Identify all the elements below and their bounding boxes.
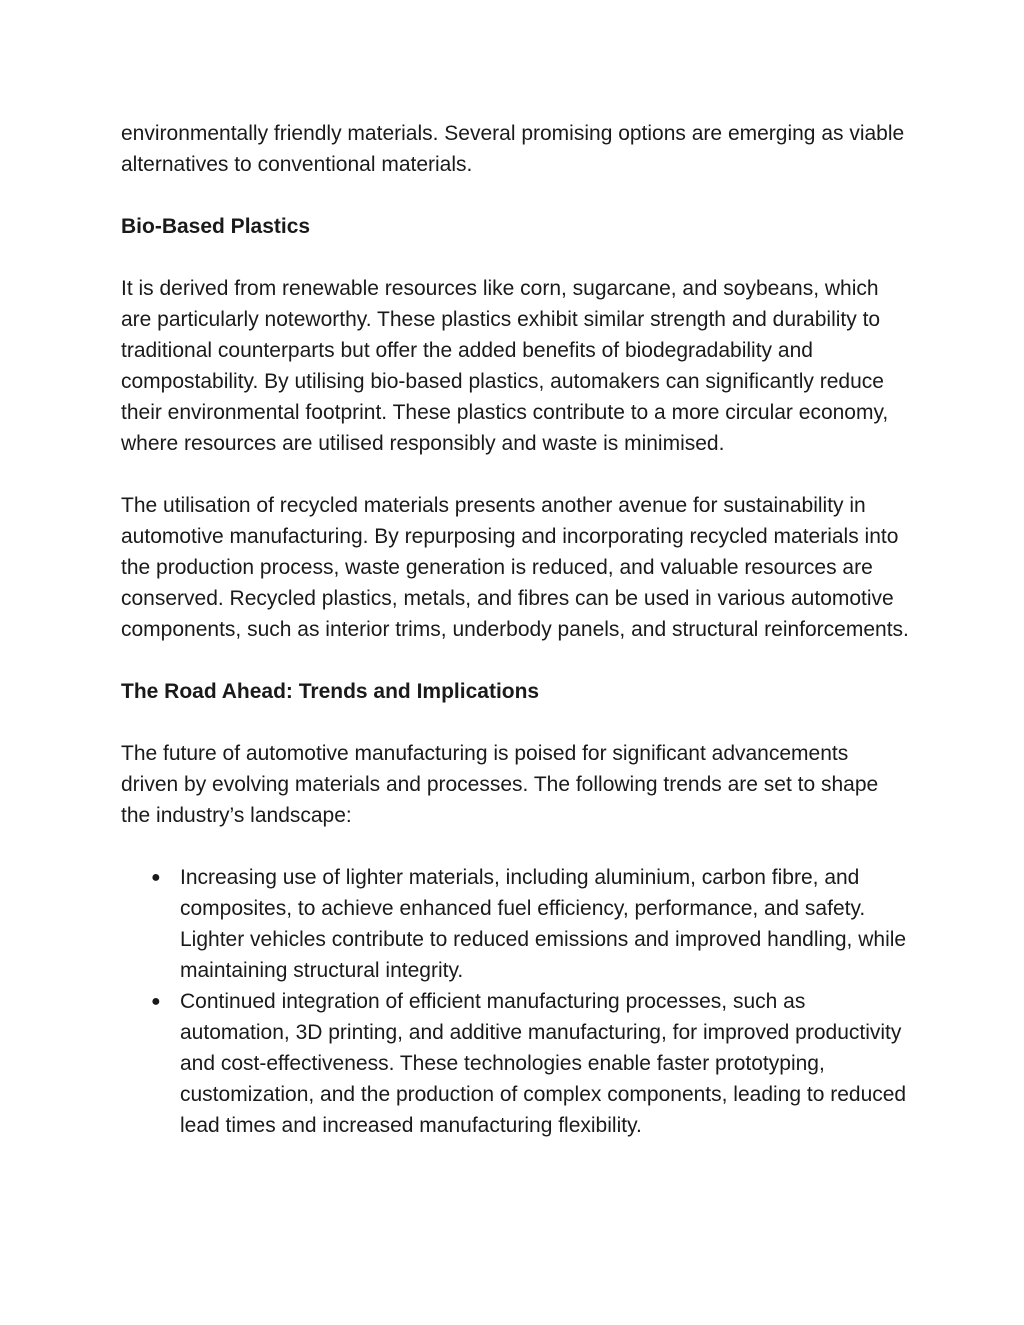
heading-road-ahead: The Road Ahead: Trends and Implications [121, 680, 540, 703]
paragraph-future-trends: The future of automotive manufacturing is poised for significant advancements driven by evolving materials and processes. The following trends are set to shape the industry’s landscape: [121, 742, 879, 827]
list-item [151, 862, 911, 986]
bullet-text: Increasing use of lighter materials, including aluminium, carbon fibre, and composites, to achieve enhanced fuel efficiency, performance, and safety. Lighter vehicles contribute to reduced emissions and improved handling, while maintaining structural integrity. [180, 866, 907, 982]
bullet-icon: ● [151, 869, 161, 886]
document-page [121, 118, 911, 1141]
heading-bio-based-plastics: Bio-Based Plastics [121, 215, 311, 238]
intro-paragraph: environmentally friendly materials. Several promising options are emerging as viable alternatives to conventional materials. [121, 122, 905, 176]
trends-bullet-list [121, 862, 911, 1141]
list-item [151, 986, 911, 1141]
bullet-text: Continued integration of efficient manufacturing processes, such as automation, 3D printing, and additive manufacturing, for improved productivity and cost-effectiveness. These technologies enable faster prototyping, customization, and the production of complex components, leading to reduced lead times and increased manufacturing flexibility. [180, 990, 907, 1137]
paragraph-recycled-materials: The utilisation of recycled materials presents another avenue for sustainability in automotive manufacturing. By repurposing and incorporating recycled materials into the production process, waste generation is reduced, and valuable resources are conserved. Recycled plastics, metals, and fibres can be used in various automotive components, such as interior trims, underbody panels, and structural reinforcements. [121, 494, 909, 641]
bullet-icon: ● [151, 993, 161, 1010]
paragraph-bio-based-plastics: It is derived from renewable resources like corn, sugarcane, and soybeans, which are particularly noteworthy. These plastics exhibit similar strength and durability to traditional counterparts but offer the added benefits of biodegradability and compostability. By utilising bio-based plastics, automakers can significantly reduce their environmental footprint. These plastics contribute to a more circular economy, where resources are utilised responsibly and waste is minimised. [121, 277, 889, 455]
